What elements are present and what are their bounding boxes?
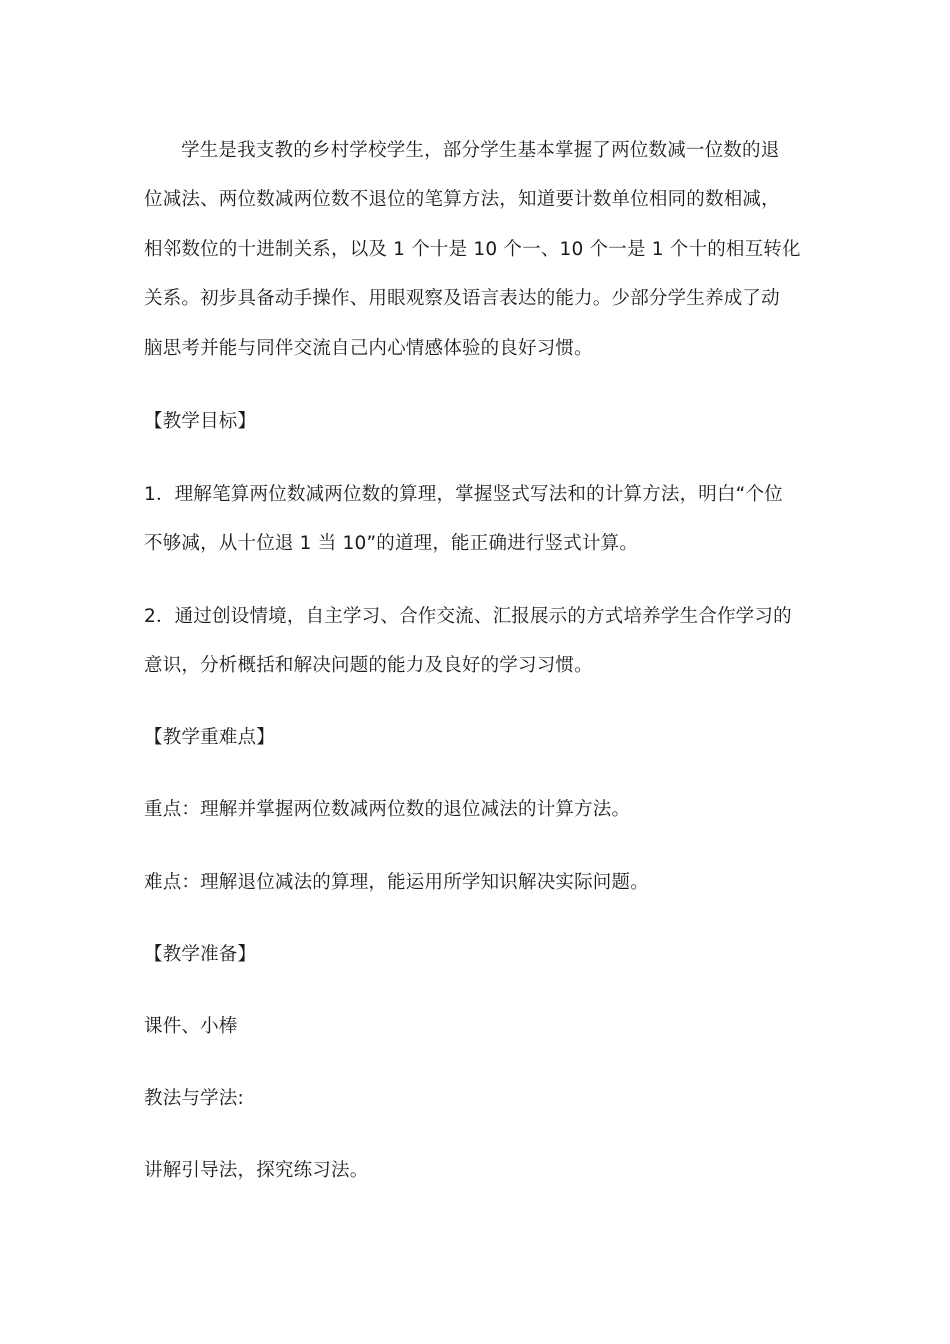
methods-label: 教法与学法:: [144, 1088, 244, 1109]
intro-line-2: 位减法、两位数减两位数不退位的笔算方法，知道要计数单位相同的数相减，: [144, 189, 780, 210]
preparation-items: 课件、小棒: [144, 1016, 238, 1037]
objectives-heading: 【教学目标】: [144, 411, 257, 432]
objective-2-line-1: 2．通过创设情境，自主学习、合作交流、汇报展示的方式培养学生合作学习的: [144, 606, 792, 627]
objective-2-line-2: 意识，分析概括和解决问题的能力及良好的学习习惯。: [144, 655, 593, 676]
key-points-heading: 【教学重难点】: [144, 727, 275, 748]
difficult-point: 难点：理解退位减法的算理，能运用所学知识解决实际问题。: [144, 872, 649, 893]
objective-1-line-1: 1．理解笔算两位数减两位数的算理，掌握竖式写法和的计算方法，明白“个位: [144, 484, 783, 505]
intro-line-1: 学生是我支教的乡村学校学生，部分学生基本掌握了两位数减一位数的退: [181, 140, 780, 161]
intro-line-5: 脑思考并能与同伴交流自己内心情感体验的良好习惯。: [144, 338, 593, 359]
key-point: 重点：理解并掌握两位数减两位数的退位减法的计算方法。: [144, 799, 631, 820]
preparation-heading: 【教学准备】: [144, 944, 257, 965]
intro-line-3: 相邻数位的十进制关系，以及 1 个十是 10 个一、10 个一是 1 个十的相互转化: [144, 239, 801, 260]
objective-1-line-2: 不够减，从十位退 1 当 10”的道理，能正确进行竖式计算。: [144, 533, 639, 554]
methods-text: 讲解引导法，探究练习法。: [144, 1160, 369, 1181]
intro-line-4: 关系。初步具备动手操作、用眼观察及语言表达的能力。少部分学生养成了动: [144, 288, 780, 309]
